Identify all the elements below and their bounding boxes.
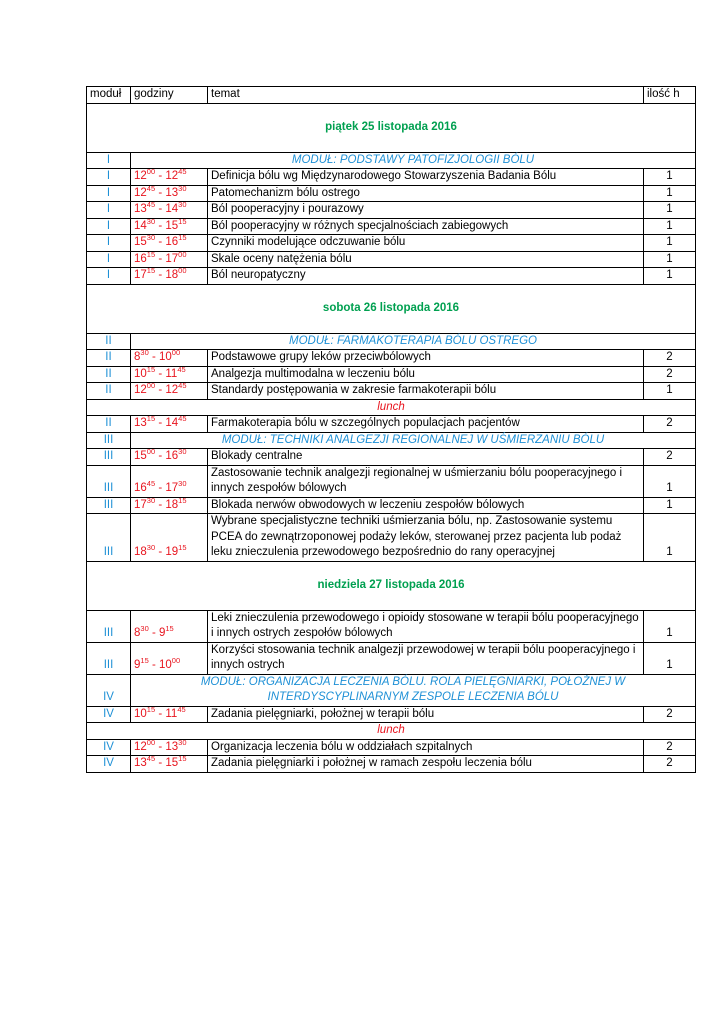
start-hour: 13	[134, 203, 147, 215]
module-number: III	[87, 432, 131, 449]
end-hour: 11	[165, 707, 178, 720]
module-number: I	[87, 251, 131, 268]
session-topic: Podstawowe grupy leków przeciwbólowych	[208, 350, 644, 367]
end-hour: 13	[165, 740, 179, 753]
module-number: III	[87, 610, 131, 642]
session-topic: Leki znieczulenia przewodowego i opioidy stosowane w terapii bólu pooperacyjnego i innych ostrych zespołów bólowych	[208, 610, 644, 642]
session-time	[131, 739, 208, 756]
time-separator: -	[155, 384, 166, 396]
session-topic: Zastosowanie technik analgezji regionalnej w uśmierzaniu bólu pooperacyjnego i innych zespołów bólowych	[208, 465, 644, 497]
end-hour: 16	[165, 236, 179, 248]
start-minute: 15	[146, 266, 156, 275]
time-separator: -	[155, 707, 166, 720]
end-minute: 30	[178, 200, 187, 209]
end-minute: 00	[171, 348, 181, 357]
session-topic: Korzyści stosowania technik analgezji przewodowej w terapii bólu pooperacyjnego i innych ostrych	[208, 642, 644, 674]
session-row	[87, 416, 696, 433]
time-separator: -	[155, 367, 166, 380]
end-minute: 15	[178, 754, 187, 763]
session-topic: Patomechanizm bólu ostrego	[208, 185, 644, 202]
day-heading: niedziela 27 listopada 2016	[87, 561, 696, 610]
session-time	[131, 449, 208, 466]
start-hour: 10	[134, 367, 147, 380]
module-title: MODUŁ: FARMAKOTERAPIA BÓLU OSTREGO	[131, 333, 696, 350]
time-separator: -	[155, 450, 166, 462]
session-time	[131, 416, 208, 433]
start-minute: 15	[146, 249, 156, 259]
module-number: I	[87, 169, 131, 186]
session-row	[87, 756, 696, 773]
header-module: moduł	[87, 87, 131, 104]
session-time	[131, 268, 208, 285]
module-number: I	[87, 235, 131, 252]
start-hour: 13	[134, 757, 147, 769]
end-hour: 18	[165, 498, 179, 511]
day-row	[87, 561, 696, 610]
session-time	[131, 218, 208, 235]
lunch-break: lunch	[87, 723, 696, 740]
start-hour: 10	[134, 707, 147, 720]
schedule-body	[87, 87, 696, 773]
end-minute: 15	[178, 543, 187, 552]
start-hour: 12	[134, 740, 147, 753]
session-topic: Organizacja leczenia bólu w oddziałach szpitalnych	[208, 739, 644, 756]
start-hour: 12	[134, 186, 147, 199]
end-minute: 30	[178, 447, 187, 456]
time-separator: -	[148, 627, 159, 639]
start-minute: 45	[146, 183, 156, 193]
end-minute: 45	[178, 167, 187, 176]
session-hours: 1	[644, 514, 696, 562]
session-row	[87, 383, 696, 400]
start-minute: 30	[146, 543, 156, 552]
module-number: I	[87, 218, 131, 235]
session-hours: 1	[644, 169, 696, 186]
module-number: III	[87, 642, 131, 674]
start-hour: 17	[134, 498, 147, 511]
lunch-break: lunch	[87, 399, 696, 416]
session-topic: Farmakoterapia bólu w szczególnych populacjach pacjentów	[208, 416, 644, 433]
session-hours: 2	[644, 706, 696, 723]
session-hours: 1	[644, 465, 696, 497]
header-topic: temat	[208, 87, 644, 104]
day-heading: sobota 26 listopada 2016	[87, 284, 696, 333]
start-minute: 15	[146, 364, 156, 374]
time-separator: -	[155, 498, 166, 511]
start-minute: 45	[146, 754, 156, 763]
session-topic: Ból pooperacyjny w różnych specjalnościach zabiegowych	[208, 218, 644, 235]
start-minute: 00	[146, 167, 156, 176]
end-hour: 18	[165, 269, 179, 281]
start-hour: 18	[134, 546, 147, 558]
module-number: IV	[87, 674, 131, 706]
session-row	[87, 706, 696, 723]
session-time	[131, 169, 208, 186]
start-minute: 00	[146, 737, 156, 747]
module-number: II	[87, 350, 131, 367]
start-hour: 12	[134, 170, 147, 182]
session-topic: Standardy postępowania w zakresie farmakoterapii bólu	[208, 383, 644, 400]
end-minute: 15	[178, 216, 187, 226]
start-hour: 13	[134, 417, 147, 429]
module-number: IV	[87, 756, 131, 773]
day-heading: piątek 25 listopada 2016	[87, 103, 696, 152]
start-hour: 14	[134, 219, 147, 232]
start-hour: 17	[134, 269, 147, 281]
start-minute: 30	[140, 348, 149, 357]
header-hours: godziny	[131, 87, 208, 104]
end-hour: 17	[165, 482, 179, 494]
start-hour: 9	[134, 659, 141, 671]
module-number: III	[87, 465, 131, 497]
start-minute: 30	[146, 216, 156, 226]
session-hours: 1	[644, 268, 696, 285]
time-separator: -	[155, 740, 166, 753]
start-minute: 00	[146, 381, 156, 390]
session-topic: Zadania pielęgniarki, położnej w terapii bólu	[208, 706, 644, 723]
end-hour: 15	[165, 757, 179, 769]
module-title: MODUŁ: ORGANIZACJA LECZENIA BÓLU. ROLA PIELĘGNIARKI, POŁOŻNEJ W INTERDYSCYPLINARNYM ZESPOLE LECZENIA BÓLU	[131, 674, 696, 706]
session-time	[131, 350, 208, 367]
start-minute: 15	[140, 656, 149, 665]
start-hour: 16	[134, 252, 147, 265]
module-number: I	[87, 268, 131, 285]
module-number: IV	[87, 706, 131, 723]
module-number: III	[87, 449, 131, 466]
module-number: II	[87, 383, 131, 400]
header-row	[87, 87, 696, 104]
session-hours: 1	[644, 202, 696, 219]
session-topic: Wybrane specjalistyczne techniki uśmierzania bólu, np. Zastosowanie systemu PCEA do zewnątrzoponowej podaży leków, sterowanej przez pacjenta lub podaż leku znieczulenia przewodowego bezpośrednio do rany operacyjnej	[208, 514, 644, 562]
start-minute: 30	[146, 233, 156, 242]
time-separator: -	[155, 269, 166, 281]
session-topic: Blokada nerwów obwodowych w leczeniu zespołów bólowych	[208, 497, 644, 514]
session-row	[87, 642, 696, 674]
session-topic: Ból neuropatyczny	[208, 268, 644, 285]
session-hours: 1	[644, 251, 696, 268]
start-hour: 8	[134, 627, 141, 639]
session-hours: 2	[644, 756, 696, 773]
end-minute: 15	[165, 624, 174, 633]
session-time	[131, 610, 208, 642]
end-minute: 45	[177, 704, 186, 714]
time-separator: -	[155, 252, 166, 265]
session-time	[131, 251, 208, 268]
time-separator: -	[155, 546, 166, 558]
session-hours: 1	[644, 383, 696, 400]
session-hours: 1	[644, 497, 696, 514]
end-minute: 15	[178, 233, 187, 242]
session-row	[87, 268, 696, 285]
session-time	[131, 497, 208, 514]
module-number: I	[87, 202, 131, 219]
session-topic: Definicja bólu wg Międzynarodowego Stowarzyszenia Badania Bólu	[208, 169, 644, 186]
session-topic: Czynniki modelujące odczuwanie bólu	[208, 235, 644, 252]
end-hour: 9	[158, 627, 166, 639]
time-separator: -	[155, 219, 166, 232]
time-separator: -	[155, 186, 166, 199]
end-hour: 14	[165, 417, 179, 429]
session-row	[87, 449, 696, 466]
end-hour: 11	[165, 367, 178, 380]
module-number: III	[87, 514, 131, 562]
module-number: I	[87, 185, 131, 202]
end-minute: 45	[178, 381, 187, 390]
module-title: MODUŁ: PODSTAWY PATOFIZJOLOGII BÓLU	[131, 152, 696, 169]
module-number: III	[87, 497, 131, 514]
session-hours: 1	[644, 610, 696, 642]
start-minute: 15	[146, 414, 156, 423]
start-hour: 12	[134, 384, 147, 396]
end-minute: 30	[178, 737, 187, 747]
start-hour: 15	[134, 450, 147, 462]
module-number: IV	[87, 739, 131, 756]
module-number: II	[87, 366, 131, 383]
start-hour: 16	[134, 482, 147, 494]
time-separator: -	[155, 417, 166, 429]
session-row	[87, 610, 696, 642]
end-minute: 45	[178, 414, 187, 423]
end-hour: 14	[165, 203, 179, 215]
session-row	[87, 465, 696, 497]
end-hour: 12	[165, 384, 179, 396]
day-row	[87, 103, 696, 152]
start-hour: 8	[134, 351, 141, 363]
end-minute: 00	[178, 266, 187, 275]
session-time	[131, 235, 208, 252]
end-minute: 30	[178, 183, 187, 193]
session-hours: 1	[644, 642, 696, 674]
session-time	[131, 514, 208, 562]
time-separator: -	[148, 351, 159, 363]
session-time	[131, 756, 208, 773]
session-time	[131, 185, 208, 202]
module-number: II	[87, 333, 131, 350]
time-separator: -	[155, 170, 166, 182]
session-row	[87, 497, 696, 514]
start-minute: 30	[146, 495, 156, 505]
module-number: I	[87, 152, 131, 169]
schedule-table	[86, 86, 696, 773]
session-hours: 1	[644, 185, 696, 202]
session-topic: Skale oceny natężenia bólu	[208, 251, 644, 268]
end-hour: 13	[165, 186, 179, 199]
session-hours: 1	[644, 218, 696, 235]
session-topic: Ból pooperacyjny i pourazowy	[208, 202, 644, 219]
session-hours: 2	[644, 350, 696, 367]
session-time	[131, 465, 208, 497]
session-topic: Analgezja multimodalna w leczeniu bólu	[208, 366, 644, 383]
session-topic: Blokady centralne	[208, 449, 644, 466]
session-hours: 2	[644, 416, 696, 433]
time-separator: -	[155, 757, 166, 769]
end-hour: 12	[165, 170, 179, 182]
session-time	[131, 642, 208, 674]
module-row	[87, 674, 696, 706]
header-count: ilość h	[644, 87, 696, 104]
end-minute: 30	[178, 479, 187, 488]
end-hour: 15	[165, 219, 179, 232]
session-time	[131, 366, 208, 383]
start-minute: 15	[146, 704, 156, 714]
session-hours: 2	[644, 366, 696, 383]
end-hour: 16	[165, 450, 179, 462]
time-separator: -	[155, 482, 166, 494]
end-hour: 10	[158, 351, 172, 363]
session-row	[87, 514, 696, 562]
session-topic: Zadania pielęgniarki i położnej w ramach zespołu leczenia bólu	[208, 756, 644, 773]
end-minute: 45	[177, 364, 186, 374]
time-separator: -	[155, 236, 166, 248]
start-minute: 45	[146, 200, 156, 209]
day-row	[87, 284, 696, 333]
session-time	[131, 706, 208, 723]
start-minute: 30	[140, 624, 149, 633]
start-hour: 15	[134, 236, 147, 248]
start-minute: 45	[146, 479, 156, 488]
end-hour: 17	[165, 252, 179, 265]
end-minute: 00	[178, 249, 187, 259]
session-time	[131, 202, 208, 219]
time-separator: -	[155, 203, 166, 215]
end-minute: 00	[171, 656, 181, 665]
start-minute: 00	[146, 447, 156, 456]
end-hour: 19	[165, 546, 179, 558]
session-time	[131, 383, 208, 400]
end-minute: 15	[178, 495, 187, 505]
time-separator: -	[148, 659, 159, 671]
session-hours: 2	[644, 449, 696, 466]
end-hour: 10	[158, 659, 172, 671]
module-number: II	[87, 416, 131, 433]
session-hours: 2	[644, 739, 696, 756]
module-title: MODUŁ: TECHNIKI ANALGEZJI REGIONALNEJ W UŚMIERZANIU BÓLU	[131, 432, 696, 449]
session-hours: 1	[644, 235, 696, 252]
